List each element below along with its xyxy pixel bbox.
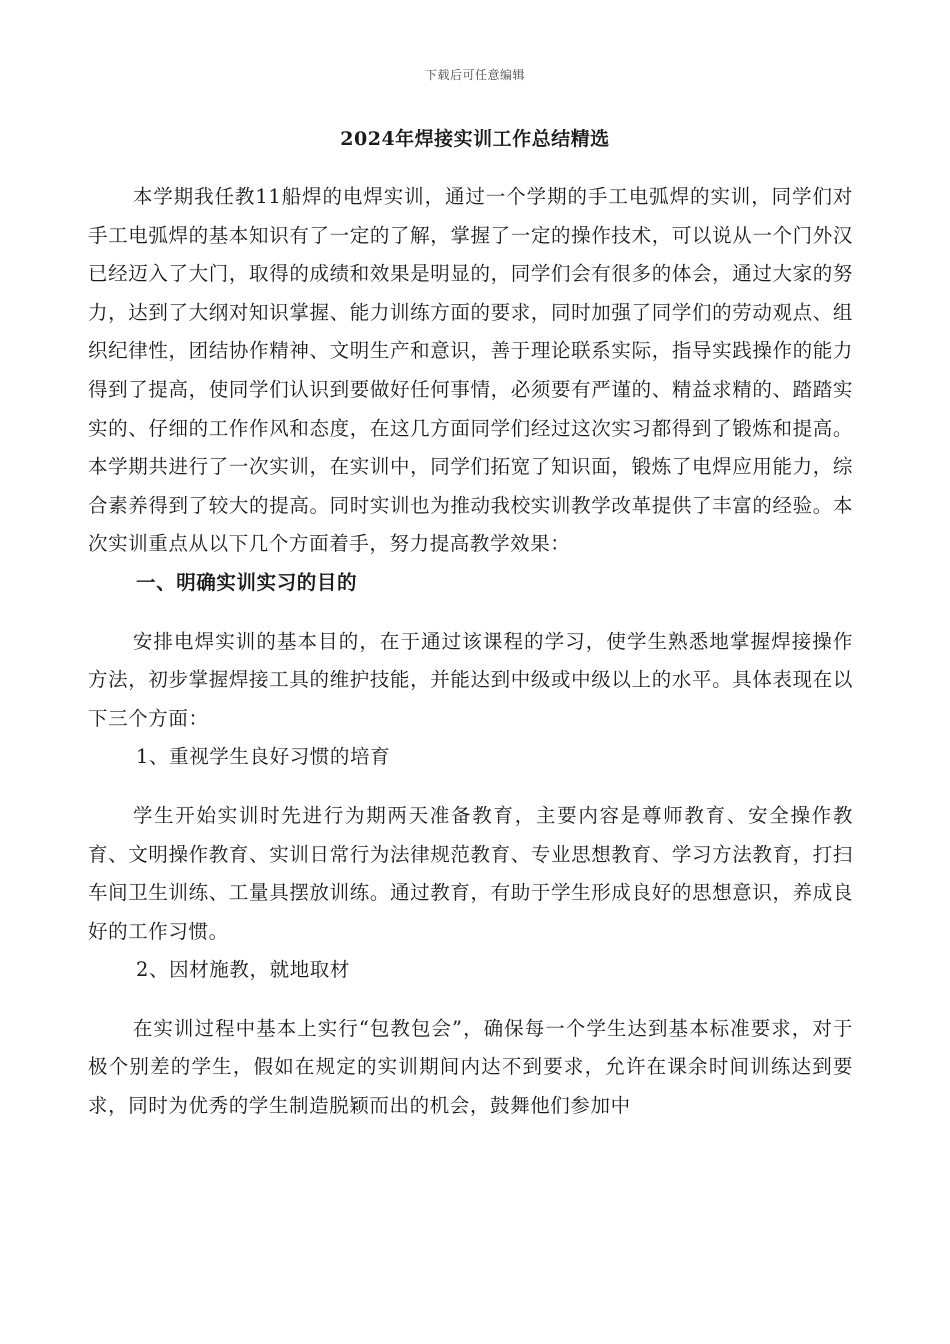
document-body [88,178,853,1126]
section-1-paragraph: 安排电焊实训的基本目的，在于通过该课程的学习，使学生熟悉地掌握焊接操作方法，初步掌握焊接工具的维护技能，并能达到中级或中级以上的水平。具体表现在以下三个方面： [88,629,853,730]
section-1-heading: 一、明确实训实习的目的 [136,570,358,594]
header-note: 下载后可任意编辑 [424,68,525,82]
subsection-1-heading: 1、重视学生良好习惯的培育 [136,745,391,769]
subsection-2-heading: 2、因材施教，就地取材 [136,958,351,982]
subsection-1-paragraph: 学生开始实训时先进行为期两天准备教育，主要内容是尊师教育、安全操作教育、文明操作教育、实训日常行为法律规范教育、专业思想教育、学习方法教育，打扫车间卫生训练、工量具摆放训练。通过教育，有助于学生形成良好的思想意识，养成良好的工作习惯。 [88,803,853,943]
document-title: 2024年焊接实训工作总结精选 [340,128,610,150]
subsection-2-paragraph: 在实训过程中基本上实行“包教包会”，确保每一个学生达到基本标准要求，对于极个别差的学生，假如在规定的实训期间内达不到要求，允许在课余时间训练达到要求，同时为优秀的学生制造脱颖而出的机会，鼓舞他们参加中 [88,1016,853,1118]
intro-paragraph: 本学期我任教11船焊的电焊实训，通过一个学期的手工电弧焊的实训，同学们对手工电弧焊的基本知识有了一定的了解，掌握了一定的操作技术，可以说从一个门外汉已经迈入了大门，取得的成绩和效果是明显的，同学们会有很多的体会，通过大家的努力，达到了大纲对知识掌握、能力训练方面的要求，同时加强了同学们的劳动观点、组织纪律性，团结协作精神、文明生产和意识，善于理论联系实际，指导实践操作的能力得到了提高，使同学们认识到要做好任何事情，必须要有严谨的、精益求精的、踏踏实实的、仔细的工作作风和态度，在这几方面同学们经过这次实习都得到了锻炼和提高。本学期共进行了一次实训，在实训中，同学们拓宽了知识面，锻炼了电焊应用能力，综合素养得到了较大的提高。同时实训也为推动我校实训教学改革提供了丰富的经验。本次实训重点从以下几个方面着手，努力提高教学效果： [88,185,853,556]
